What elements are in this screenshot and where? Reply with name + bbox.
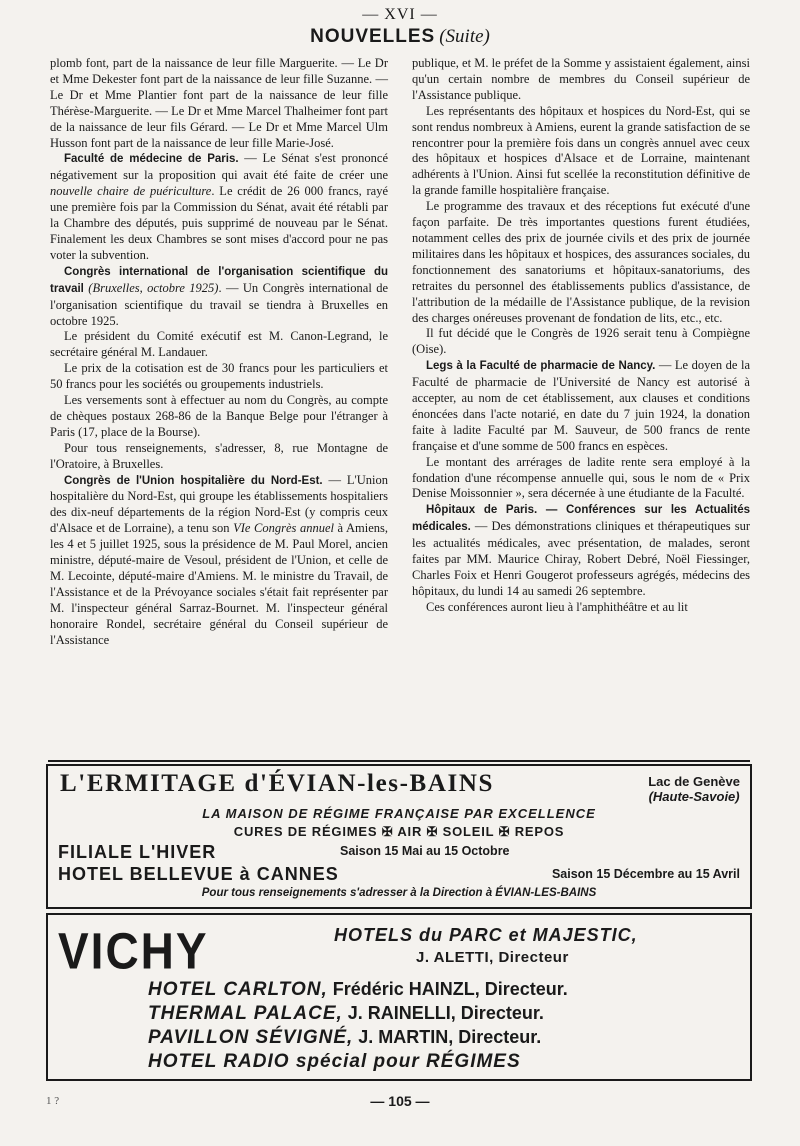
section-title [0,26,800,48]
carlton-hotel: HOTEL CARLTON, [148,979,328,1000]
evian-name: L'ERMITAGE d'ÉVIAN-les-BAINS [60,770,494,797]
evian-tagline: LA MAISON DE RÉGIME FRANÇAISE PAR EXCELLENCE [202,806,596,821]
roman-page-number: — XVI — [362,6,438,23]
evian-lake-name: Lac de Genève [648,774,740,789]
congres-travail-text: . — Un Congrès international de l'organisation scientifique du travail se tiendra à Bruxelles en octobre 1925. [50,280,388,328]
section-title-suffix: (Suite) [439,26,490,47]
compiegne-paragraph: Il fut décidé que le Congrès de 1926 serait tenu à Compiègne (Oise). [412,326,750,357]
evian-season-winter: Saison 15 Décembre au 15 Avril [551,867,740,881]
union-text-a: — L'Union hospitalière du Nord-Est, qui groupe les établissements hospitaliers des dix-neuf départements de la région Nord-Est (y compris ceux d'Alsace et de Lorraine), a tenu son [50,472,388,536]
left-column [50,56,388,649]
radio-tail: spécial pour RÉGIMES [289,1051,521,1072]
vichy-carlton [148,979,568,1001]
legs-paragraph [412,358,750,454]
cotisation-paragraph: Le prix de la cotisation est de 30 francs pour les particuliers et 50 francs pour les sociétés ou groupements industriels. [50,361,388,392]
pavillon-director: J. MARTIN, Directeur. [353,1027,542,1047]
section-title-main: NOUVELLES [310,26,436,47]
evian-info: Pour tous renseignements s'adresser à la Direction à ÉVIAN-LES-BAINS [201,887,597,899]
legs-heading: Legs à la Faculté de pharmacie de Nancy. [426,360,656,373]
faculte-italic: nouvelle chaire de puériculture [50,184,212,199]
representants-paragraph: Les représentants des hôpitaux et hospices du Nord-Est, qui se sont rendus nombreux à Amiens, eurent la grande satisfaction de se rencontrer pour la première fois dans un congrès annuel avec ceux des hôpitaux et hospices d'Alsace et de Lorraine, maintenant adhérents à l'Union. Ainsi fut scellée la reconstitution définitive de la grande famille hospitalière française. [412,103,750,198]
radio-hotel: HOTEL RADIO [148,1051,290,1072]
evian-cures: CURES DE RÉGIMES ✠ AIR ✠ SOLEIL ✠ REPOS [233,824,565,839]
union-text-b: à Amiens, les 4 et 5 juillet 1925, sous la présidence de M. Paul Morel, ancien ministre, député-maire de Vesoul, président de l'Union, et celle de M. Lecointe, député-maire d'Amiens. M. le ministre du Travail, de l'Assistance et de la Prévoyance sociales s'était fait représenter par M. l'inspecteur général Sarraz-Bournet. M. l'inspecteur général honoraire Rondel, secrétaire général du Conseil supérieur de l'Assistance [50,521,388,647]
congres-travail-italic: (Bruxelles, octobre 1925) [83,280,219,295]
evian-lake [648,774,740,804]
page-number: — 105 — [370,1093,430,1109]
thermal-hotel: THERMAL PALACE, [148,1003,343,1024]
congres-travail-paragraph [50,264,388,330]
arrerages-paragraph: Le montant des arrérages de ladite rente sera employé à la fondation d'une récompense annuelle qui, sous le nom de « Prix Denise Moissonnier », sera décernée à une étudiante de la Faculté. [412,454,750,501]
hopitaux-text: — Des démonstrations cliniques et thérapeutiques sur les actualités médicales, avec présentation, de malades, seront faites par MM. Maurice Chiray, Robert Debré, Noël Fiessinger, Charles Foix et Henri Gougerot professeurs agrégés, médecins des hôpitaux, du lundi 14 au samedi 26 septembre. [412,519,750,598]
vichy-advertisement [46,913,752,1081]
right-column [412,56,750,616]
faculte-text-b: . Le crédit de 26 000 francs, rayé une première fois par la Commission du Sénat, avait été rétabli par la Chambre des députés, puis supprimé de nouveau par le Sénat. Finalement les deux Chambres se sont mises d'accord pour ne pas voter la subvention. [50,184,389,262]
hopitaux-heading: Hôpitaux de Paris. — Conférences sur les Actualités médicales. [412,504,750,534]
programme-paragraph: Le programme des travaux et des réceptions fut exécuté d'une façon parfaite. De très importantes questions furent étudiées, notamment celles des prix de journée civils et des prix de journée militaires dans les hôpitaux et hospices, des assurances sociales, du fonctionnement des sanatoriums et hôpitaux-sanatoriums, des retraites du personnel des établissements publics d'assistance, de l'attribution de la médaille de l'Assistance publique, de la revision des charges onéreuses provenant de fondation de lits, etc., etc. [412,199,750,325]
union-hospitaliere-heading: Congrès de l'Union hospitalière du Nord-Est. [64,474,323,487]
birth-announcements: plomb font, part de la naissance de leur fille Marguerite. — Le Dr et Mme Dekester font part de la naissance de leur fille Suzanne. — Le Dr et Mme Plantier font part de la naissance de leur fille Thérèse-Marguerite. — Le Dr et Mme Marcel Thalheimer font part de la naissance de leur fils Gérard. — Le Dr et Mme Marcel Ulm Husson font part de la naissance de leur fille Marie-José. [50,56,388,150]
margin-mark: 1 ? [46,1095,60,1107]
evian-filiale: FILIALE L'HIVER [58,842,217,862]
renseignements-paragraph: Pour tous renseignements, s'adresser, 8, rue Montagne de l'Oratoire, à Bruxelles. [50,440,388,471]
congres-travail-heading: Congrès international de l'organisation scientifique du travail [50,265,388,295]
union-italic: VIe Congrès annuel [233,521,334,536]
evian-lake-region: (Haute-Savoie) [648,789,740,804]
faculte-medecine-heading: Faculté de médecine de Paris. [64,153,239,166]
versements-paragraph: Les versements sont à effectuer au nom du Congrès, au compte de chèques postaux 268-86 de la Banque Belge pour l'étranger à Paris (17, place de la Bourse). [50,393,388,439]
thermal-director: J. RAINELLI, Directeur. [342,1003,544,1023]
hopitaux-paragraph [412,502,750,599]
vichy-aletti: J. ALETTI, Directeur [416,949,569,966]
vichy-thermal [148,1003,544,1025]
vichy-radio [148,1051,521,1073]
ad-top-rule [48,760,750,762]
evian-season-summer: Saison 15 Mai au 15 Octobre [340,844,510,858]
vichy-pavillon [148,1027,541,1049]
comite-paragraph: Le président du Comité exécutif est M. Canon-Legrand, le secrétaire général M. Landauer. [50,329,388,360]
vichy-title: VICHY [58,922,209,980]
union-hospitaliere-paragraph [50,473,388,649]
conferences-paragraph: Ces conférences auront lieu à l'amphithéâtre et au lit [426,599,688,614]
legs-text: — Le doyen de la Faculté de pharmacie de l'Université de Nancy est autorisé à accepter, au nom de cet établissement, aux clauses et conditions énoncées dans l'acte notarié, en date du 7 juin 1924, la donation faite à ladite Faculté par M. Sauveur, de 500 francs de rente française et d'une somme de 500 francs en espèces. [412,358,750,453]
carlton-director: Frédéric HAINZL, Directeur. [327,979,568,999]
evian-advertisement [46,764,752,909]
vichy-parc-majestic: HOTELS du PARC et MAJESTIC, [334,925,638,945]
evian-hotel-bellevue: HOTEL BELLEVUE à CANNES [58,864,339,884]
faculte-medecine-paragraph [50,151,388,263]
pavillon-hotel: PAVILLON SÉVIGNÉ, [148,1027,354,1048]
assistance-continuation: publique, et M. le préfet de la Somme y assistaient également, ainsi qu'un certain nombre de membres du Conseil supérieur de l'Assistance publique. [412,56,750,102]
faculte-text-a: — Le Sénat s'est prononcé négativement sur la proposition qui avait été faite de créer une [50,151,389,183]
